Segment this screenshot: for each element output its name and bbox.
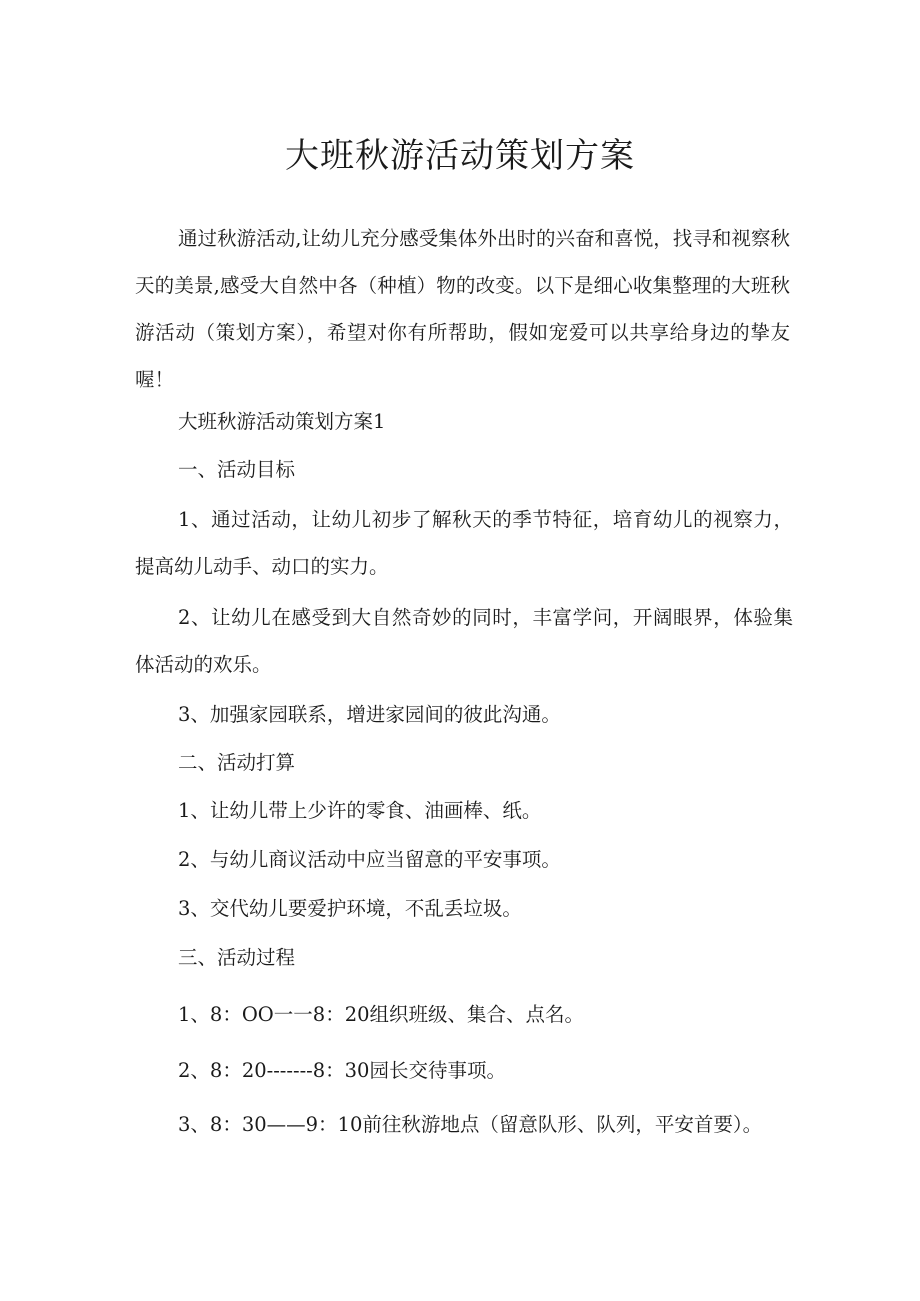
process-heading: 三、活动过程 (178, 946, 296, 969)
goals-heading: 一、活动目标 (178, 458, 296, 481)
goal-item-2: 2、让幼儿在感受到大自然奇妙的同时，丰富学问，开阔眼界，体验集体活动的欢乐。 (135, 606, 793, 676)
goal-item-1: 1、通过活动，让幼儿初步了解秋天的季节特征，培育幼儿的视察力，提高幼儿动手、动口的实力。 (135, 508, 793, 578)
goal-item-3: 3、加强家园联系，增进家园间的彼此沟通。 (178, 703, 561, 726)
process-item-3: 3、8：30——9：10前往秋游地点（留意队形、队列，平安首要）。 (178, 1113, 763, 1136)
plan-heading: 大班秋游活动策划方案1 (178, 410, 386, 433)
prep-item-2: 2、与幼儿商议活动中应当留意的平安事项。 (178, 848, 561, 871)
prep-item-1: 1、让幼儿带上少许的零食、油画棒、纸。 (178, 799, 542, 822)
document-title: 大班秋游活动策划方案 (285, 136, 635, 176)
prep-heading: 二、活动打算 (178, 751, 296, 774)
process-item-2: 2、8：20-------8：30园长交待事项。 (178, 1059, 506, 1082)
intro-paragraph: 通过秋游活动,让幼儿充分感受集体外出时的兴奋和喜悦，找寻和视察秋天的美景,感受大自然中各（种植）物的改变。以下是细心收集整理的大班秋游活动（策划方案），希望对你有所帮助，假如宠爱可以共享给身边的挚友喔！ (135, 227, 790, 391)
prep-item-3: 3、交代幼儿要爱护环境，不乱丢垃圾。 (178, 897, 522, 920)
process-item-1: 1、8：OO一一8：20组织班级、集合、点名。 (178, 1003, 585, 1026)
